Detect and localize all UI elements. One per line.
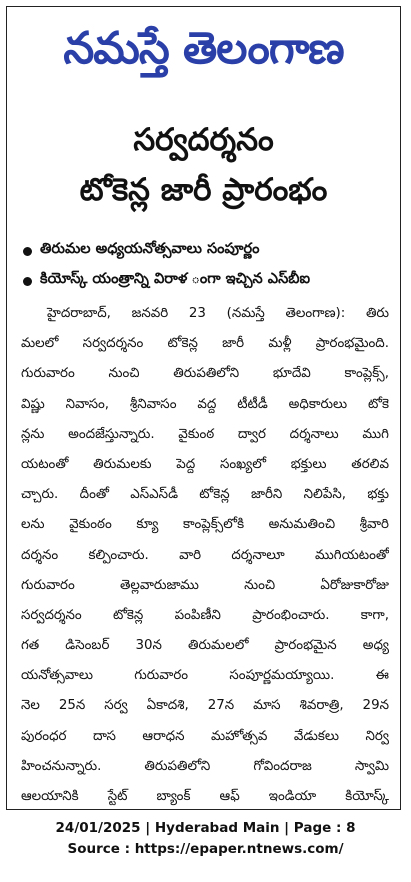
subheadline-item xyxy=(23,236,393,266)
article-line: చ్చారు. దీంతో ఎస్ఎస్‌డీ టోకెన్ల జారీని నిలిపేసి, భక్తు xyxy=(21,487,389,503)
bullet-icon xyxy=(23,247,32,256)
newspaper-name: నమస్తే తెలంగాణ xyxy=(63,23,344,74)
article-line: యటంతో తిరుమలకు పెద్ద సంఖ్యలో భక్తులు తరలివ xyxy=(21,456,389,472)
headline-line-2: టోకెన్ల జారీ ప్రారంభం xyxy=(79,172,328,208)
page-footer xyxy=(0,818,411,860)
masthead xyxy=(7,7,400,91)
article-line: దర్శనం కల్పించారు. వారి దర్శనాలూ ముగియటంతో xyxy=(21,547,389,563)
article-line: గురువారం తెల్లవారుజాము నుంచి ఏరోజుకారోజు xyxy=(21,577,389,593)
article-line: గురువారం నుంచి తిరుపతిలోని భూదేవి కాంప్లెక్స్, xyxy=(21,366,389,382)
article-line: ఆలయానికి స్టేట్ బ్యాంక్ ఆఫ్ ఇండియా కియోస్క్ xyxy=(21,789,389,804)
article-line: లను వైకుంఠం క్యూ కాంప్లెక్స్‌లోకి అనుమతించి శ్రీవారి xyxy=(21,517,389,533)
article-line: పురంధర దాస ఆరాధన మహోత్సవ వేడుకలు నిర్వ xyxy=(21,728,389,744)
article-line: హైదరాబాద్, జనవరి 23 (నమస్తే తెలంగాణ): తిరు xyxy=(47,306,389,321)
subheadline-item xyxy=(23,266,393,296)
article-line: మలలో సర్వదర్శనం టోకెన్ల జారీ మళ్లీ ప్రారంభమైంది. xyxy=(21,336,389,352)
edition-info: 24/01/2025 | Hyderabad Main | Page : 8 xyxy=(55,820,356,836)
subheadline-text: తిరుమల అధ్యయనోత్సవాలు సంపూర్ణం xyxy=(40,241,260,257)
subheadline-list xyxy=(23,236,393,296)
article-line: యనోత్సవాలు గురువారం సంపూర్ణమయ్యాయి. ఈ xyxy=(21,668,389,684)
article-line: న్లను అందజేస్తున్నారు. వైకుంఠ ద్వార దర్శనాలు ముగి xyxy=(21,426,389,442)
article-line: సర్వదర్శనం టోకెన్ల పంపిణీని ప్రారంభించారు. కాగా, xyxy=(21,607,389,623)
article-line: గత డిసెంబర్ 30న తిరుమలలో ప్రారంభమైన అధ్య xyxy=(21,638,389,654)
headline-line-1: సర్వదర్శనం xyxy=(133,122,274,158)
newspaper-clipping xyxy=(6,6,401,810)
article-line: నెల 25న సర్వ ఏకాదశి, 27న మాస శివరాత్రి, 29న xyxy=(21,698,389,714)
article-line: విష్ణు నివాసం, శ్రీనివాసం వద్ద టీటీడీ అధికారులు టోకె xyxy=(21,396,389,412)
article-line: హించనున్నారు. తిరుపతిలోని గోవిందరాజ స్వామి xyxy=(21,758,389,774)
source-link[interactable]: Source : https://epaper.ntnews.com/ xyxy=(67,841,344,857)
article-headline xyxy=(7,115,400,215)
bullet-icon xyxy=(23,277,32,286)
article-body xyxy=(21,299,389,810)
subheadline-text: కియోస్క్ యంత్రాన్ని విరాళ ంగా ఇచ్చిన ఎస్‌బీఐ xyxy=(40,271,310,287)
